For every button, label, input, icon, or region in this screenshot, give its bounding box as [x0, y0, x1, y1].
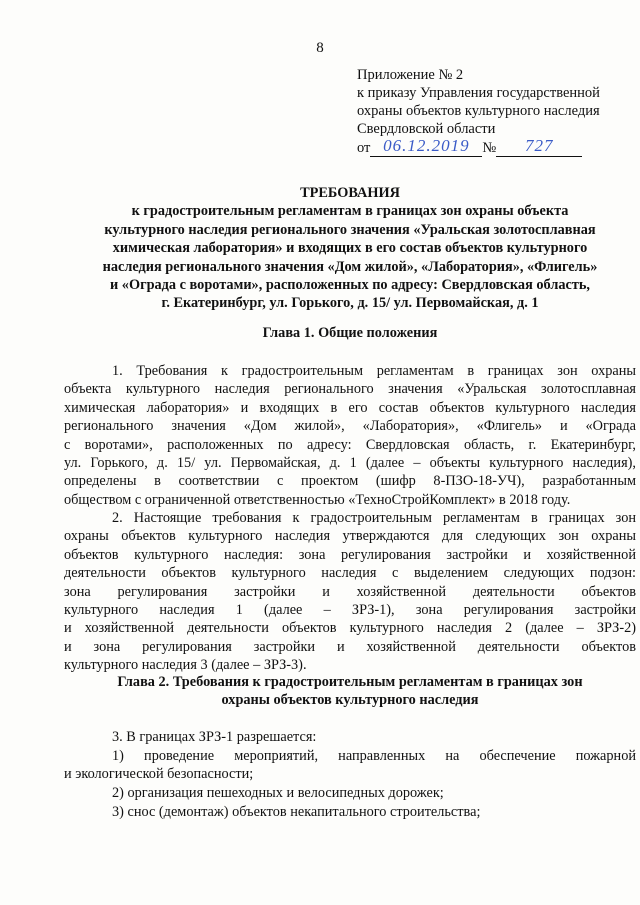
appendix-line: к приказу Управления государственной: [357, 85, 600, 101]
document-title: [64, 184, 636, 313]
paragraph-line: и зона регулирования застройки и хозяйственной деятельности объектов: [64, 638, 636, 655]
paragraph-line: объектов культурного наследия: зона регулирования застройки и хозяйственной: [64, 546, 636, 563]
page-number: 8: [316, 40, 324, 56]
paragraph-line: 1. Требования к градостроительным регламентам в границах зон охраны: [112, 363, 636, 379]
title-line: наследия регионального значения «Дом жилой», «Лаборатория», «Флигель»: [102, 258, 598, 275]
date-blank: [370, 136, 482, 157]
paragraph-line: объекта культурного наследия регионального значения «Уральская золотосплавная: [64, 381, 636, 398]
paragraph-line: химическая лаборатория» и входящих в его состав объектов культурного наследия: [64, 399, 636, 416]
title-line: г. Екатеринбург, ул. Горького, д. 15/ ул. Первомайская, д. 1: [161, 295, 539, 312]
list-item-2: [64, 784, 636, 802]
chapter-title: Глава 2. Требования к градостроительным регламентам в границах зон: [117, 674, 583, 690]
paragraph-line: регионального значения «Дом жилой», «Лаборатория», «Флигель» и «Ограда: [64, 418, 636, 435]
chapter-title: охраны объектов культурного наследия: [221, 692, 479, 709]
paragraph-line: 2. Настоящие требования к градостроительным регламентам в границах зон: [112, 510, 636, 526]
paragraph-line: зона регулирования застройки и хозяйственной деятельности объектов: [64, 583, 636, 600]
paragraph-line: ул. Горького, д. 15/ ул. Первомайская, д. 1 (далее – объекты культурного наследия),: [64, 455, 636, 472]
paragraph-line: с воротами», расположенных по адресу: Свердловская область, г. Екатеринбург,: [64, 436, 636, 453]
paragraph-line: 2) организация пешеходных и велосипедных дорожек;: [112, 785, 444, 801]
appendix-header: [357, 66, 627, 157]
chapter-title: Глава 1. Общие положения: [262, 325, 438, 341]
paragraph-line: 1) проведение мероприятий, направленных на обеспечение пожарной: [112, 748, 636, 764]
appendix-line: охраны объектов культурного наследия: [357, 103, 600, 119]
list-item-1: [64, 747, 636, 784]
paragraph-line: 3. В границах ЗРЗ-1 разрешается:: [112, 729, 317, 745]
paragraph-line: деятельности объектов культурного наследия с выделением следующих подзон:: [64, 565, 636, 582]
order-date-number-row: [357, 136, 627, 157]
from-label: от: [357, 140, 371, 156]
paragraph-line: 3) снос (демонтаж) объектов некапитального строительства;: [112, 804, 481, 820]
paragraph-line: и хозяйственной деятельности объектов культурного наследия 2 (далее – ЗРЗ-2): [64, 620, 636, 637]
paragraph-line: охраны объектов культурного наследия утверждаются для следующих зон охраны: [64, 528, 636, 545]
title-line: химическая лаборатория» и входящих в его состав объектов культурного: [112, 240, 588, 257]
paragraph-line: определены в соответствии с проектом (шифр 8-ПЗО-18-УЧ), разработанным: [64, 473, 636, 490]
paragraph-line: и экологической безопасности;: [64, 766, 254, 783]
paragraph-line: обществом с ограниченной ответственностью «ТехноСтройКомплект» в 2018 году.: [64, 491, 571, 508]
handwritten-date: 06.12.2019: [383, 136, 470, 155]
paragraph-line: культурного наследия 3 (далее – ЗРЗ-3).: [64, 657, 307, 674]
appendix-line: Приложение № 2: [357, 67, 464, 83]
chapter-2-heading: [64, 673, 636, 710]
paragraph-3: [64, 728, 636, 746]
paragraph-2: [64, 509, 636, 675]
list-item-3: [64, 803, 636, 821]
title-line: к градостроительным регламентам в границах зон охраны объекта: [131, 203, 569, 220]
number-label: №: [482, 140, 497, 156]
paragraph-1: [64, 362, 636, 509]
title-line: культурного наследия регионального значения «Уральская золотосплавная: [104, 221, 596, 238]
title-main: ТРЕБОВАНИЯ: [300, 185, 400, 201]
appendix-line: Свердловской области: [357, 121, 496, 137]
number-blank: [496, 136, 582, 157]
paragraph-line: культурного наследия 1 (далее – ЗРЗ-1), зона регулирования застройки: [64, 602, 636, 619]
title-line: и «Ограда с воротами», расположенных по адресу: Свердловская область,: [110, 277, 590, 294]
chapter-1-heading: [64, 324, 636, 342]
handwritten-number: 727: [525, 136, 554, 155]
